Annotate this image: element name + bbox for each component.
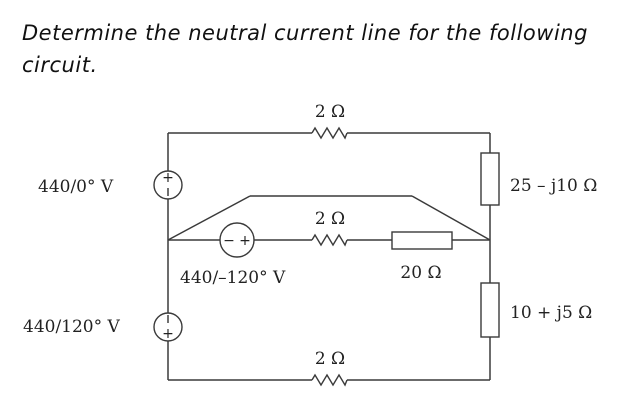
- top-resistor-label: 2 Ω: [314, 102, 346, 122]
- load-bottom-label: 10 + j5 Ω: [510, 303, 593, 323]
- source-top: [154, 170, 182, 199]
- source-top-plus: +: [162, 170, 174, 186]
- question-line-1: Determine the neutral current line for the following: [22, 21, 588, 45]
- source-middle-plus: +: [239, 233, 251, 249]
- neutral-load-label: 20 Ω: [400, 263, 442, 283]
- neutral-load-box: [392, 232, 452, 249]
- source-middle: [220, 223, 254, 257]
- source-bottom-label: 440/120° V: [23, 317, 120, 337]
- top-resistor: [312, 128, 347, 138]
- middle-resistor-label: 2 Ω: [314, 209, 346, 229]
- source-middle-minus: −: [223, 233, 235, 249]
- load-top-box: [481, 153, 499, 205]
- question-line-2: circuit.: [22, 53, 98, 77]
- bottom-resistor: [312, 375, 347, 385]
- source-top-label: 440/0° V: [38, 177, 114, 197]
- middle-resistor: [312, 235, 347, 245]
- source-bottom: [154, 313, 182, 342]
- load-top-label: 25 – j10 Ω: [510, 176, 598, 196]
- bottom-resistor-label: 2 Ω: [314, 349, 346, 369]
- circuit-wires: [168, 133, 490, 380]
- source-middle-label: 440/–120° V: [180, 268, 286, 288]
- source-bottom-plus: +: [162, 326, 174, 342]
- load-bottom-box: [481, 283, 499, 337]
